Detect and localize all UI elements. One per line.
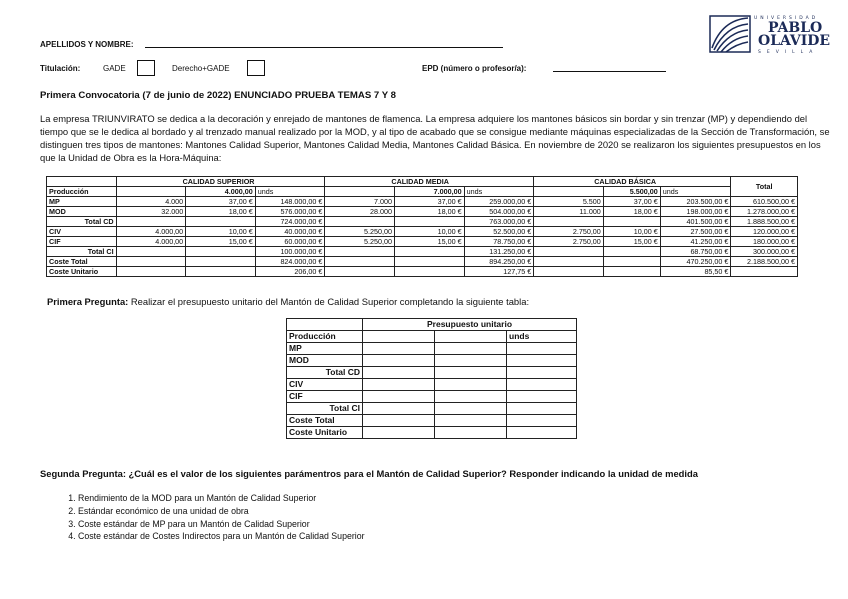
table-cell xyxy=(395,217,465,227)
corner-cell xyxy=(287,319,363,331)
table-row xyxy=(287,343,577,355)
row-label: Coste Unitario xyxy=(47,267,117,277)
corner-cell xyxy=(47,177,117,187)
titulacion-label: Titulación: xyxy=(40,64,81,73)
gade-checkbox[interactable] xyxy=(137,60,155,76)
table-cell: 127,75 € xyxy=(464,267,534,277)
table-cell xyxy=(603,247,660,257)
table-cell xyxy=(186,217,256,227)
table-cell: 5.500 xyxy=(534,197,604,207)
cell xyxy=(116,187,186,197)
logo-line1: UNIVERSIDAD xyxy=(754,16,819,21)
table-cell: 18,00 € xyxy=(186,207,256,217)
table-cell: 5.250,00 xyxy=(325,227,395,237)
units-qty: 5.500,00 xyxy=(603,187,660,197)
table-cell: 1.888.500,00 € xyxy=(731,217,798,227)
name-field[interactable] xyxy=(145,47,503,48)
units-label: unds xyxy=(255,187,325,197)
table-row xyxy=(287,403,577,415)
row-label: MP xyxy=(47,197,117,207)
table-cell: 18,00 € xyxy=(603,207,660,217)
unit-budget-header: Presupuesto unitario xyxy=(363,319,577,331)
table-cell: 10,00 € xyxy=(186,227,256,237)
table-cell: 28.000 xyxy=(325,207,395,217)
table-cell: 824.000,00 € xyxy=(255,257,325,267)
group-header: CALIDAD BÁSICA xyxy=(534,177,731,187)
cell xyxy=(325,187,395,197)
table-cell: 120.000,00 € xyxy=(731,227,798,237)
table-cell: 37,00 € xyxy=(395,197,465,207)
units-qty: 4.000,00 xyxy=(186,187,256,197)
answer-cell[interactable] xyxy=(435,355,507,367)
group-header: CALIDAD SUPERIOR xyxy=(116,177,325,187)
question-2-items xyxy=(54,492,365,543)
table-row xyxy=(47,267,798,277)
answer-cell[interactable] xyxy=(507,391,577,403)
logo-line2b: OLAVIDE xyxy=(758,33,831,49)
table-cell xyxy=(603,217,660,227)
question-1-text: Realizar el presupuesto unitario del Mantón de Calidad Superior completando la siguiente tabla: xyxy=(128,296,530,307)
row-label: Coste Total xyxy=(47,257,117,267)
table-cell: 37,00 € xyxy=(603,197,660,207)
table-cell xyxy=(534,257,604,267)
answer-cell[interactable] xyxy=(363,355,435,367)
table-row xyxy=(47,227,798,237)
table-cell: 27.500,00 € xyxy=(660,227,731,237)
table-cell: 4.000 xyxy=(116,197,186,207)
table-row xyxy=(47,257,798,267)
table-cell: 15,00 € xyxy=(395,237,465,247)
table-row xyxy=(287,391,577,403)
logo-line3: SEVILLA xyxy=(758,50,819,55)
document-title: Primera Convocatoria (7 de junio de 2022) ENUNCIADO PRUEBA TEMAS 7 Y 8 xyxy=(40,90,396,101)
row-label: Total CI xyxy=(287,403,363,415)
answer-cell[interactable] xyxy=(363,427,435,439)
answer-cell[interactable] xyxy=(435,331,507,343)
table-cell: 401.500,00 € xyxy=(660,217,731,227)
table-cell: 7.000 xyxy=(325,197,395,207)
table-cell: 18,00 € xyxy=(395,207,465,217)
answer-cell[interactable] xyxy=(435,427,507,439)
units-label: unds xyxy=(507,331,577,343)
table-cell xyxy=(116,267,186,277)
table-cell: 1.278.000,00 € xyxy=(731,207,798,217)
answer-cell[interactable] xyxy=(435,415,507,427)
table-cell: 37,00 € xyxy=(186,197,256,207)
answer-cell[interactable] xyxy=(507,379,577,391)
table-cell: 4.000,00 xyxy=(116,237,186,247)
budget-table xyxy=(46,176,798,277)
table-cell: 41.250,00 € xyxy=(660,237,731,247)
answer-cell[interactable] xyxy=(435,367,507,379)
table-row xyxy=(47,207,798,217)
answer-cell[interactable] xyxy=(507,355,577,367)
logo-name xyxy=(758,22,830,48)
table-cell: 78.750,00 € xyxy=(464,237,534,247)
table-cell: 15,00 € xyxy=(603,237,660,247)
group-header: CALIDAD MEDIA xyxy=(325,177,534,187)
table-cell: 300.000,00 € xyxy=(731,247,798,257)
answer-cell[interactable] xyxy=(507,403,577,415)
table-row xyxy=(287,427,577,439)
table-cell xyxy=(325,247,395,257)
table-cell: 4.000,00 xyxy=(116,227,186,237)
gade-option-label: GADE xyxy=(103,64,126,73)
answer-cell[interactable] xyxy=(507,415,577,427)
table-cell xyxy=(325,257,395,267)
table-cell xyxy=(325,217,395,227)
answer-cell[interactable] xyxy=(363,391,435,403)
production-label: Producción xyxy=(287,331,363,343)
list-item: 4. Coste estándar de Costes Indirectos para un Mantón de Calidad Superior xyxy=(78,530,365,543)
table-cell: 470.250,00 € xyxy=(660,257,731,267)
question-1 xyxy=(47,296,529,307)
table-cell xyxy=(395,267,465,277)
unit-budget-table xyxy=(286,318,577,439)
table-cell xyxy=(186,247,256,257)
row-label: Total CI xyxy=(47,247,117,257)
table-cell xyxy=(534,217,604,227)
table-cell xyxy=(534,267,604,277)
table-cell xyxy=(116,217,186,227)
table-cell: 504.000,00 € xyxy=(464,207,534,217)
table-cell: 763.000,00 € xyxy=(464,217,534,227)
row-label: CIV xyxy=(287,379,363,391)
units-qty: 7.000,00 xyxy=(395,187,465,197)
table-cell: 2.750,00 xyxy=(534,237,604,247)
table-cell: 203.500,00 € xyxy=(660,197,731,207)
table-cell: 180.000,00 € xyxy=(731,237,798,247)
table-row xyxy=(47,247,798,257)
answer-cell[interactable] xyxy=(435,403,507,415)
table-cell xyxy=(325,267,395,277)
table-cell: 198.000,00 € xyxy=(660,207,731,217)
table-cell: 10,00 € xyxy=(395,227,465,237)
table-cell: 5.250,00 xyxy=(325,237,395,247)
list-item: 3. Coste estándar de MP para un Mantón de Calidad Superior xyxy=(78,518,365,531)
row-label: MOD xyxy=(47,207,117,217)
table-row xyxy=(287,355,577,367)
row-label: CIF xyxy=(47,237,117,247)
table-row xyxy=(47,217,798,227)
row-label: CIF xyxy=(287,391,363,403)
answer-cell[interactable] xyxy=(363,403,435,415)
table-cell: 610.500,00 € xyxy=(731,197,798,207)
table-cell: 724.000,00 € xyxy=(255,217,325,227)
table-cell: 100.000,00 € xyxy=(255,247,325,257)
answer-cell[interactable] xyxy=(507,343,577,355)
table-cell xyxy=(603,257,660,267)
row-label: Coste Total xyxy=(287,415,363,427)
derecho-gade-checkbox[interactable] xyxy=(247,60,265,76)
logo-line2a: PABLO xyxy=(768,20,823,36)
answer-cell[interactable] xyxy=(363,367,435,379)
table-cell: 52.500,00 € xyxy=(464,227,534,237)
cell xyxy=(534,187,604,197)
table-cell xyxy=(603,267,660,277)
table-cell: 2.188.500,00 € xyxy=(731,257,798,267)
row-label: Coste Unitario xyxy=(287,427,363,439)
answer-cell[interactable] xyxy=(363,415,435,427)
answer-cell[interactable] xyxy=(507,367,577,379)
question-2: Segunda Pregunta: ¿Cuál es el valor de los siguientes parámentros para el Mantón de Calidad Superior? Responder indicando la unidad de medida xyxy=(40,468,698,479)
units-label: unds xyxy=(660,187,731,197)
table-cell: 15,00 € xyxy=(186,237,256,247)
table-cell xyxy=(395,247,465,257)
answer-cell[interactable] xyxy=(435,379,507,391)
table-row xyxy=(287,415,577,427)
university-logo xyxy=(708,14,831,58)
table-cell xyxy=(534,247,604,257)
logo-emblem-icon xyxy=(708,14,752,54)
table-row xyxy=(287,379,577,391)
table-cell: 2.750,00 xyxy=(534,227,604,237)
table-row xyxy=(287,367,577,379)
table-cell xyxy=(116,257,186,267)
row-label: Total CD xyxy=(287,367,363,379)
table-cell: 32.000 xyxy=(116,207,186,217)
units-label: unds xyxy=(464,187,534,197)
list-item: 2. Estándar económico de una unidad de obra xyxy=(78,505,365,518)
table-row xyxy=(47,197,798,207)
total-header: Total xyxy=(731,177,798,197)
derecho-gade-option-label: Derecho+GADE xyxy=(172,64,230,73)
table-cell: 894.250,00 € xyxy=(464,257,534,267)
table-cell: 85,50 € xyxy=(660,267,731,277)
table-cell xyxy=(116,247,186,257)
row-label: Total CD xyxy=(47,217,117,227)
row-label: MP xyxy=(287,343,363,355)
answer-cell[interactable] xyxy=(435,391,507,403)
table-cell: 206,00 € xyxy=(255,267,325,277)
name-label: APELLIDOS Y NOMBRE: xyxy=(40,40,134,49)
row-label: CIV xyxy=(47,227,117,237)
table-cell: 10,00 € xyxy=(603,227,660,237)
table-cell: 131.250,00 € xyxy=(464,247,534,257)
list-item: 1. Rendimiento de la MOD para un Mantón de Calidad Superior xyxy=(78,492,365,505)
answer-cell[interactable] xyxy=(363,379,435,391)
table-cell: 60.000,00 € xyxy=(255,237,325,247)
table-cell: 40.000,00 € xyxy=(255,227,325,237)
table-cell xyxy=(395,257,465,267)
epd-label: EPD (número o profesor/a): xyxy=(422,64,527,73)
problem-statement: La empresa TRIUNVIRATO se dedica a la decoración y enrejado de mantones de flamenca. La empresa adquiere los mantones básicos sin bordar y sin trenzar (MP) y dependiendo del tiempo que se le dedica al bordado y al trenzado manual realizado por la MOD, y al tipo de acabado que se consigue mediante máquinas especializadas de la Sección de Transformación, se distinguen tres tipos de mantones: Mantones Calidad Superior, Mantones Calidad Media, Mantones Calidad Básica. En noviembre de 2020 se realizaron los siguientes presupuestos en los que la Unidad de Obra es la Hora-Máquina: xyxy=(40,113,830,163)
table-cell: 11.000 xyxy=(534,207,604,217)
table-row xyxy=(47,237,798,247)
table-cell xyxy=(186,267,256,277)
table-cell: 148.000,00 € xyxy=(255,197,325,207)
answer-cell[interactable] xyxy=(363,331,435,343)
question-1-label: Primera Pregunta: xyxy=(47,296,129,307)
answer-cell[interactable] xyxy=(363,343,435,355)
table-cell: 68.750,00 € xyxy=(660,247,731,257)
answer-cell[interactable] xyxy=(435,343,507,355)
table-cell xyxy=(731,267,798,277)
table-cell: 576.000,00 € xyxy=(255,207,325,217)
production-label: Producción xyxy=(47,187,117,197)
answer-cell[interactable] xyxy=(507,427,577,439)
table-cell: 259.000,00 € xyxy=(464,197,534,207)
table-cell xyxy=(186,257,256,267)
epd-field[interactable] xyxy=(553,71,666,72)
row-label: MOD xyxy=(287,355,363,367)
